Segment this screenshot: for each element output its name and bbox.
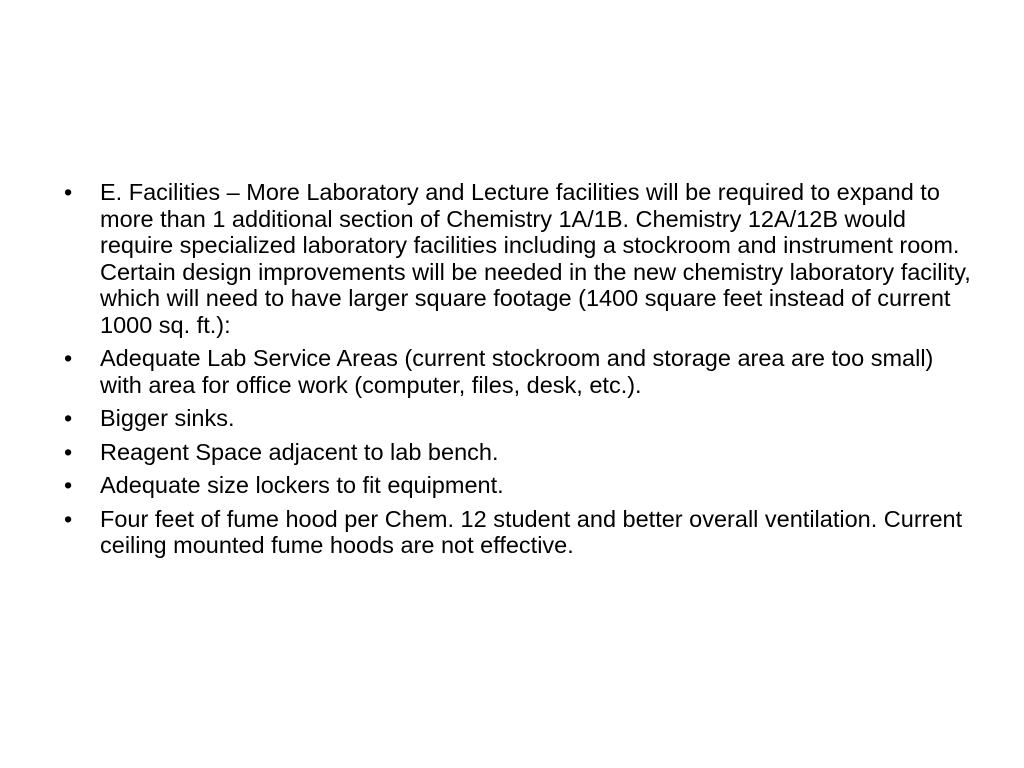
bullet-item-lockers <box>64 472 974 499</box>
bullet-text: E. Facilities – More Laboratory and Lecture facilities will be required to expand to more than 1 additional section of Chemistry 1A/1B. Chemistry 12A/12B would require specialized laboratory facilities including a stockroom and instrument room. Certain design improvements will be needed in the new chemistry laboratory facility, which will need to have larger square footage (1400 square feet instead of current 1000 sq. ft.): <box>100 179 971 338</box>
bullet-icon: • <box>64 505 73 532</box>
bullet-text: Reagent Space adjacent to lab bench. <box>100 438 499 465</box>
bullet-item-lab-service-areas <box>64 345 974 398</box>
bullet-text: Adequate size lockers to fit equipment. <box>100 472 504 498</box>
bullet-icon: • <box>64 179 73 205</box>
bullet-item-fume-hood <box>64 506 974 559</box>
bullet-icon: • <box>64 405 73 431</box>
bullet-item-reagent-space <box>64 439 974 466</box>
bullet-item-bigger-sinks <box>64 405 974 432</box>
bullet-text: Adequate Lab Service Areas (current stockroom and storage area are too small) with area for office work (computer, files, desk, etc.). <box>100 345 934 398</box>
bullet-icon: • <box>64 345 73 371</box>
bullet-icon: • <box>64 472 73 498</box>
bullet-icon: • <box>64 438 73 465</box>
bullet-item-facilities <box>64 179 974 338</box>
bullet-text: Four feet of fume hood per Chem. 12 student and better overall ventilation. Current ceiling mounted fume hoods are not effective. <box>100 505 963 558</box>
bullet-list <box>64 179 974 566</box>
bullet-text: Bigger sinks. <box>100 405 235 431</box>
